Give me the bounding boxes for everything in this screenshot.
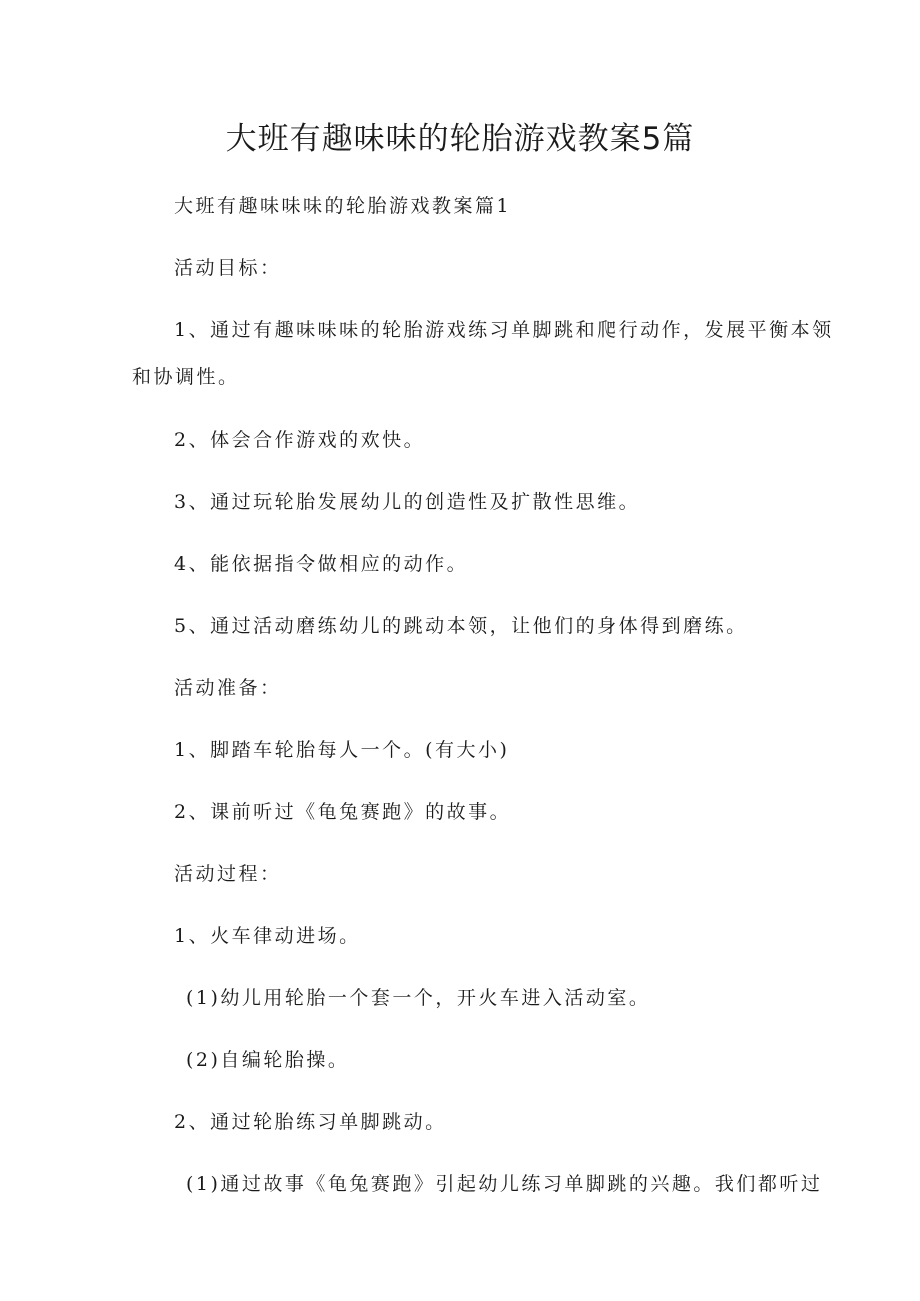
paragraph: 1、火车律动进场。 (174, 925, 361, 947)
paragraph: 活动目标： (174, 257, 282, 279)
paragraph: 2、通过轮胎练习单脚跳动。 (174, 1111, 447, 1133)
section-heading: 大班有趣味味味的轮胎游戏教案篇1 (174, 195, 512, 217)
paragraph: 3、通过玩轮胎发展幼儿的创造性及扩散性思维。 (174, 491, 641, 513)
paragraph: 4、能依据指令做相应的动作。 (174, 553, 469, 575)
paragraph: 1、通过有趣味味味的轮胎游戏练习单脚跳和爬行动作，发展平衡本领 (174, 319, 834, 341)
document-title: 大班有趣味味的轮胎游戏教案5篇 (225, 121, 695, 157)
paragraph: (1)通过故事《龟兔赛跑》引起幼儿练习单脚跳的兴趣。我们都听过 (186, 1173, 823, 1195)
paragraph: 2、体会合作游戏的欢快。 (174, 429, 426, 451)
paragraph: 和协调性。 (132, 366, 240, 388)
paragraph: (1)幼儿用轮胎一个套一个，开火车进入活动室。 (186, 987, 651, 1009)
paragraph: 活动准备： (174, 677, 282, 699)
paragraph: 5、通过活动磨练幼儿的跳动本领，让他们的身体得到磨练。 (174, 615, 748, 637)
paragraph: 2、课前听过《龟兔赛跑》的故事。 (174, 801, 512, 823)
paragraph: (2)自编轮胎操。 (186, 1049, 350, 1071)
paragraph: 1、脚踏车轮胎每人一个。(有大小) (174, 739, 510, 761)
paragraph: 活动过程： (174, 863, 282, 885)
